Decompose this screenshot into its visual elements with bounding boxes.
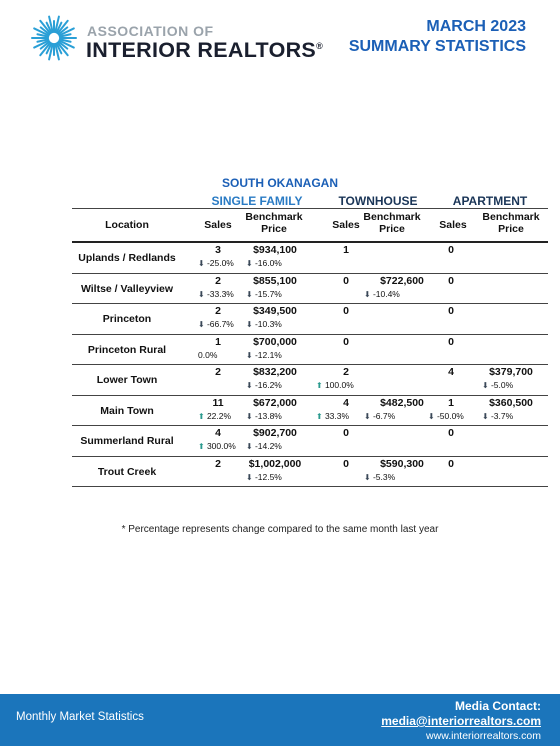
th-sales: 0: [343, 274, 349, 287]
ap-sales: 0: [448, 335, 454, 348]
ap-sales: 1: [448, 396, 454, 409]
table-row: [72, 426, 548, 457]
footer-contact: [381, 699, 541, 742]
th-price: $722,600: [380, 274, 424, 287]
sf-price: $855,100: [253, 274, 297, 287]
sf-price-change: [246, 319, 282, 329]
change-value: 100.0%: [324, 380, 354, 390]
change-value: -12.1%: [254, 349, 282, 360]
arrow-down-icon: ⬇: [246, 259, 255, 268]
arrow-down-icon: ⬇: [482, 411, 491, 421]
change-value: -15.7%: [254, 288, 282, 299]
change-value: -14.2%: [254, 441, 282, 451]
ap-price: $360,500: [489, 396, 533, 409]
brand-tagline: ASSOCIATION OF: [87, 23, 214, 39]
arrow-up-icon: ⬆: [316, 381, 325, 390]
sf-sales: 2: [215, 305, 221, 317]
sf-sales-change: [198, 289, 234, 299]
group-townhouse: TOWNHOUSE: [338, 194, 418, 208]
column-ap-sales: Sales: [439, 219, 467, 231]
column-ap-benchmark: [480, 211, 542, 235]
column-location: Location: [105, 219, 149, 231]
row-location: Princeton: [102, 313, 152, 325]
report-month: MARCH 2023: [426, 18, 526, 35]
sf-sales-change: [198, 350, 217, 360]
arrow-down-icon: ⬇: [246, 411, 255, 421]
sf-sales: 3: [215, 244, 221, 256]
arrow-down-icon: ⬇: [246, 442, 255, 451]
th-price-change: [364, 411, 395, 421]
row-location: Main Town: [100, 404, 154, 417]
th-sales: 1: [343, 244, 349, 256]
column-th-benchmark-line1: Benchmark: [363, 211, 421, 223]
change-value: 0.0%: [198, 349, 218, 360]
arrow-down-icon: ⬇: [198, 289, 207, 299]
row-location: Lower Town: [96, 374, 158, 386]
change-value: -16.0%: [254, 258, 282, 268]
arrow-down-icon: ⬇: [246, 350, 255, 360]
sf-sales: 2: [215, 366, 221, 378]
change-value: -5.0%: [490, 380, 514, 390]
report-title: [349, 17, 526, 57]
change-value: -3.7%: [490, 410, 514, 421]
th-sales: 0: [343, 457, 349, 470]
th-price-change: [364, 289, 400, 299]
arrow-down-icon: ⬇: [428, 411, 437, 421]
ap-price-change: [482, 380, 513, 390]
change-value: -6.7%: [372, 410, 396, 421]
row-location: Trout Creek: [97, 465, 157, 478]
footer-bar: [0, 694, 560, 746]
ap-sales: 0: [448, 457, 454, 470]
sf-sales-change: [198, 258, 234, 268]
change-value: -10.3%: [254, 319, 282, 329]
footer-label: Monthly Market Statistics: [16, 711, 144, 723]
sf-price: $349,500: [253, 305, 297, 317]
sf-sales: 4: [215, 427, 221, 439]
change-value: -16.2%: [254, 380, 282, 390]
column-th-sales: Sales: [332, 219, 360, 231]
column-sf-benchmark-line2: Price: [261, 223, 287, 235]
brand-name: INTERIOR REALTORS®: [86, 38, 323, 62]
column-th-benchmark: [362, 211, 422, 235]
column-ap-benchmark-line1: Benchmark: [482, 211, 540, 223]
sf-price: $1,002,000: [248, 457, 302, 470]
sf-price: $700,000: [253, 335, 297, 348]
th-sales: 4: [343, 396, 349, 409]
website-link[interactable]: www.interiorrealtors.com: [426, 730, 541, 742]
region-title: SOUTH OKANAGAN: [222, 176, 338, 190]
sf-sales: 11: [212, 396, 224, 409]
table-body: [72, 243, 548, 487]
column-sf-sales: Sales: [204, 219, 232, 231]
table-row: [72, 457, 548, 488]
group-apartment: APARTMENT: [452, 194, 528, 208]
group-single-family: SINGLE FAMILY: [211, 194, 303, 208]
sf-sales: 2: [215, 457, 221, 470]
arrow-down-icon: ⬇: [364, 289, 373, 299]
change-value: -5.3%: [372, 471, 396, 482]
arrow-down-icon: ⬇: [198, 320, 207, 329]
column-sf-benchmark: [244, 211, 304, 235]
statistics-table: [72, 208, 548, 487]
column-th-benchmark-line2: Price: [379, 223, 405, 235]
column-sf-benchmark-line1: Benchmark: [245, 211, 303, 223]
change-value: -10.4%: [372, 288, 400, 299]
th-sales-change: [316, 411, 349, 421]
ap-sales: 0: [448, 305, 454, 317]
row-location: Wiltse / Valleyview: [80, 282, 174, 295]
arrow-down-icon: ⬇: [364, 472, 373, 482]
change-value: -12.5%: [254, 471, 282, 482]
ap-price: $379,700: [489, 366, 533, 378]
ap-sales-change: [428, 411, 464, 421]
arrow-down-icon: ⬇: [198, 259, 207, 268]
th-sales: 2: [343, 366, 349, 378]
arrow-down-icon: ⬇: [246, 289, 255, 299]
sf-price: $672,000: [253, 396, 297, 409]
sf-price-change: [246, 441, 282, 451]
row-location: Princeton Rural: [87, 343, 167, 356]
sf-price: $832,200: [253, 366, 297, 378]
table-row: [72, 243, 548, 274]
th-price-change: [364, 472, 395, 482]
ap-sales: 0: [448, 274, 454, 287]
change-value: 33.3%: [324, 410, 350, 421]
arrow-down-icon: ⬇: [482, 381, 491, 390]
starburst-icon: [30, 14, 78, 62]
report-subtitle: SUMMARY STATISTICS: [348, 38, 526, 55]
th-sales-change: [316, 380, 354, 390]
sf-sales-change: [198, 441, 236, 451]
table-row: [72, 365, 548, 396]
table-row: [72, 396, 548, 427]
change-value: -50.0%: [436, 410, 464, 421]
ap-sales: 0: [448, 427, 454, 439]
th-sales: 0: [343, 335, 349, 348]
change-value: -25.0%: [206, 258, 234, 268]
ap-sales: 4: [448, 366, 454, 378]
sf-price-change: [246, 472, 282, 482]
sf-price-change: [246, 289, 282, 299]
sf-sales-change: [198, 319, 234, 329]
arrow-up-icon: ⬆: [316, 411, 325, 421]
registered-mark: ®: [316, 40, 323, 51]
brand-logo: [30, 14, 350, 60]
footnote: * Percentage represents change compared to the same month last year: [121, 524, 439, 535]
column-ap-benchmark-line2: Price: [498, 223, 524, 235]
th-sales: 0: [343, 427, 349, 439]
contact-email-link[interactable]: media@interiorrealtors.com: [381, 714, 541, 728]
arrow-down-icon: ⬇: [246, 381, 255, 390]
ap-price-change: [482, 411, 513, 421]
change-value: 22.2%: [206, 410, 232, 421]
change-value: -13.8%: [254, 410, 282, 421]
change-value: -66.7%: [206, 319, 234, 329]
row-location: Uplands / Redlands: [78, 252, 176, 264]
sf-sales: 2: [215, 274, 221, 287]
arrow-down-icon: ⬇: [364, 411, 373, 421]
arrow-down-icon: ⬇: [246, 472, 255, 482]
change-value: 300.0%: [206, 441, 236, 451]
sf-price-change: [246, 258, 282, 268]
table-row: [72, 335, 548, 366]
th-price: $590,300: [380, 457, 424, 470]
sf-price: $934,100: [253, 244, 297, 256]
sf-price-change: [246, 350, 282, 360]
arrow-up-icon: ⬆: [198, 442, 207, 451]
table-row: [72, 274, 548, 305]
table-row: [72, 304, 548, 335]
sf-price: $902,700: [253, 427, 297, 439]
sf-price-change: [246, 380, 282, 390]
table-header-row: [72, 209, 548, 243]
contact-label: Media Contact:: [454, 699, 541, 713]
sf-price-change: [246, 411, 282, 421]
change-value: -33.3%: [206, 288, 234, 299]
th-price: $482,500: [380, 396, 424, 409]
sf-sales-change: [198, 411, 231, 421]
arrow-down-icon: ⬇: [246, 320, 255, 329]
sf-sales: 1: [215, 335, 221, 348]
th-sales: 0: [343, 305, 349, 317]
ap-sales: 0: [448, 244, 454, 256]
row-location: Summerland Rural: [80, 435, 174, 447]
arrow-up-icon: ⬆: [198, 411, 207, 421]
